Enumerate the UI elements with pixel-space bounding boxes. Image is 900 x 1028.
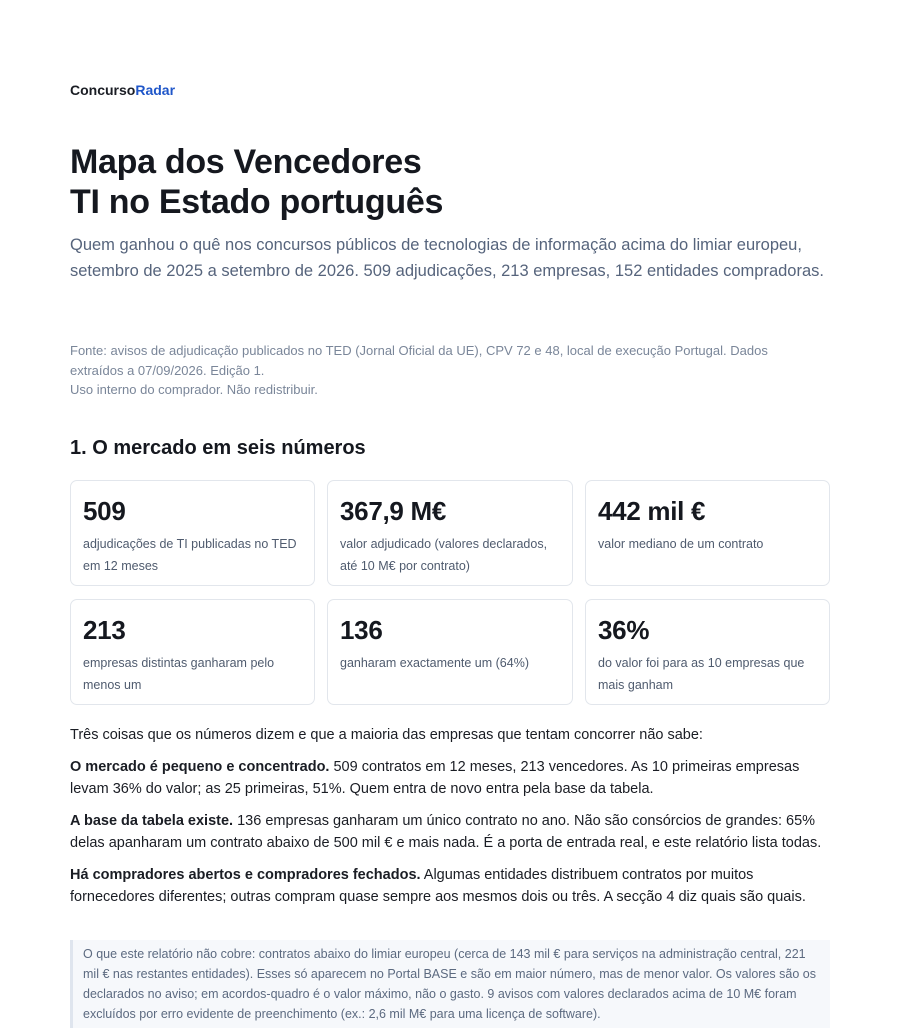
page-title-line2: TI no Estado português [70, 183, 444, 221]
stat-label: adjudicações de TI publicadas no TED em 12 meses [83, 537, 297, 573]
stat-card [327, 599, 573, 705]
stat-label: do valor foi para as 10 empresas que mais ganham [598, 656, 805, 692]
section-title: 1. O mercado em seis números [70, 437, 366, 459]
stat-label: valor adjudicado (valores declarados, até 10 M€ por contrato) [340, 537, 548, 573]
stat-label: ganharam exactamente um (64%) [340, 656, 529, 670]
lead-paragraph: Quem ganhou o quê nos concursos públicos de tecnologias de informação acima do limiar europeu, setembro de 2025 a setembro de 2026. 509 adjudicações, 213 empresas, 152 entidades compradoras. [70, 236, 824, 280]
brand-logo[interactable] [70, 82, 175, 98]
stat-value: 367,9 M€ [340, 496, 447, 526]
page-title-line1: Mapa dos Vencedores [70, 143, 422, 181]
brand-name-part2: Radar [135, 82, 176, 98]
stat-card [585, 599, 830, 705]
stats-grid [70, 480, 830, 705]
stat-card [70, 480, 315, 586]
key-point-heading: A base da tabela existe. [70, 813, 234, 829]
source-note [70, 341, 810, 400]
stat-value: 442 mil € [598, 496, 706, 526]
stat-value: 509 [83, 496, 126, 526]
distribution-notice: Uso interno do comprador. Não redistribuir. [70, 382, 318, 397]
stat-value: 36% [598, 615, 650, 645]
source-line: Fonte: avisos de adjudicação publicados no TED (Jornal Oficial da UE), CPV 72 e 48, local de execução Portugal. Dados extraídos a 07/09/2026. Edição 1. [70, 343, 768, 378]
stat-value: 213 [83, 615, 126, 645]
key-point-text: 509 contratos em 12 meses, 213 vencedores. As 10 primeiras empresas levam 36% do valor; as 25 primeiras, 51%. Quem entra de novo entra pela base da tabela. [70, 759, 800, 797]
stat-label: valor mediano de um contrato [598, 537, 764, 551]
stat-value: 136 [340, 615, 383, 645]
stat-label: empresas distintas ganharam pelo menos um [83, 656, 275, 692]
key-point-heading: O mercado é pequeno e concentrado. [70, 759, 330, 775]
key-point-paragraph [70, 810, 830, 854]
key-point-paragraph [70, 864, 830, 908]
key-point-paragraph [70, 756, 830, 800]
brand-name-part1: Concurso [70, 82, 136, 98]
intro-paragraph: Três coisas que os números dizem e que a maioria das empresas que tentam concorrer não sabe: [70, 727, 703, 743]
key-point-text: 136 empresas ganharam um único contrato no ano. Não são consórcios de grandes: 65% delas apanharam um contrato abaixo de 500 mil € e mais nada. É a porta de entrada real, e este relatório lista todas. [70, 813, 822, 851]
key-point-text: Algumas entidades distribuem contratos por muitos fornecedores diferentes; outras compram quase sempre aos mesmos dois ou três. A secção 4 diz quais são quais. [70, 867, 806, 905]
page-title [70, 142, 443, 222]
scope-note: O que este relatório não cobre: contratos abaixo do limiar europeu (cerca de 143 mil € para serviços na administração central, 221 mil € nas restantes entidades). Esses só aparecem no Portal BASE e são em maior número, mas de menor valor. Os valores são os declarados no aviso; em acordos-quadro é o valor máximo, não o gasto. 9 avisos com valores declarados acima de 10 M€ foram excluídos por erro evidente de preenchimento (ex.: 2,6 mil M€ para uma licença de software). [70, 940, 830, 1028]
section-body [70, 724, 830, 918]
stat-card [70, 599, 315, 705]
stat-card [585, 480, 830, 586]
stat-card [327, 480, 573, 586]
key-point-heading: Há compradores abertos e compradores fechados. [70, 867, 421, 883]
